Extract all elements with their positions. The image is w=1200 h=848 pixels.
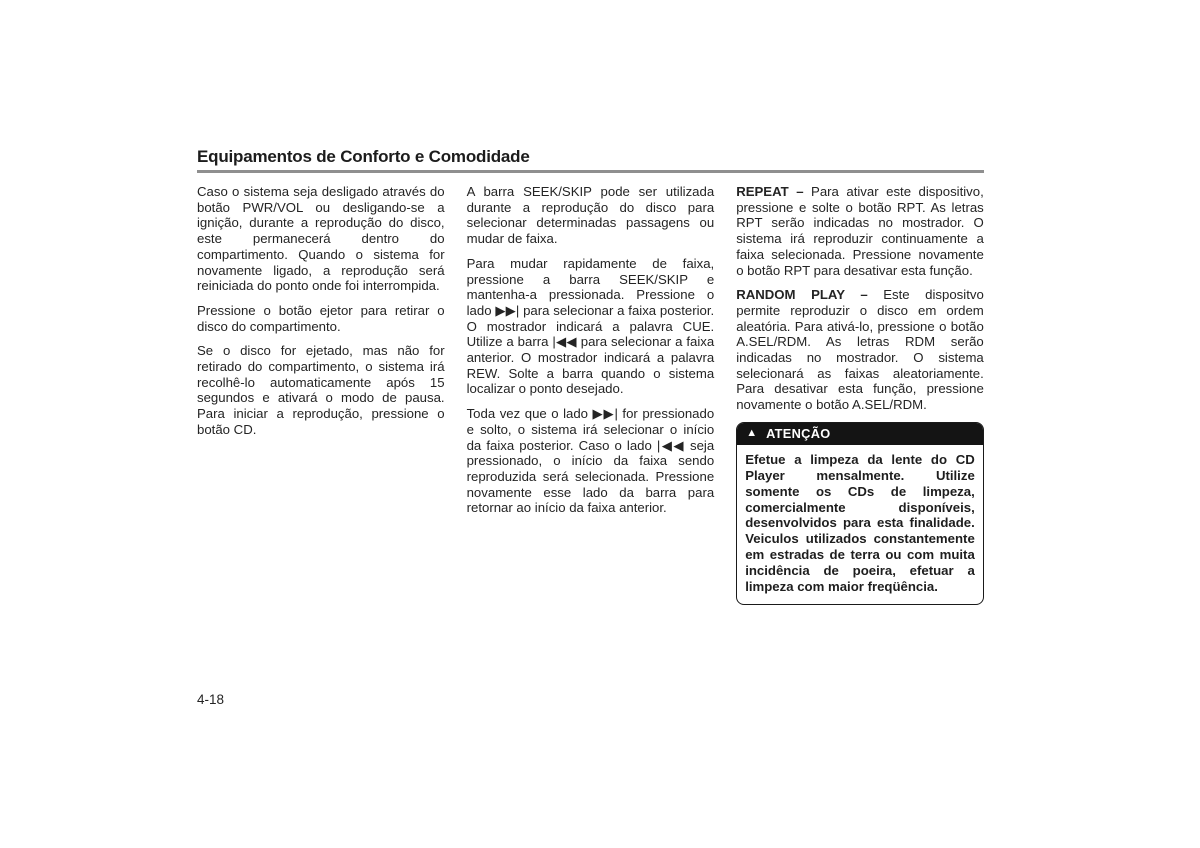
random-play-label: RANDOM PLAY – — [736, 287, 868, 303]
paragraph-seek-skip-hold: Para mudar rapidamente de faixa, pressione a barra SEEK/SKIP e mantenha-a pressionada. Pressione o lado ▶▶| para selecionar a faixa posterior. O mostrador indicará a palavra CUE. Utilize a barra |◀◀ para selecionar a faixa anterior. O mostrador indicará a palavra REW. Solte a barra quando o sistema localizar o ponto desejado. — [466, 255, 715, 397]
attention-box — [736, 422, 984, 605]
random-play-text: Este dispositvo permite reproduzir o disco em ordem aleatória. Para ativá-lo, pressione o botão A.SEL/RDM. As letras RDM serão indicadas no mostrador. O sistema selecionará as faixas aleatoriamente. Para desativar esta função, pressione novamente o botão A.SEL/RDM. — [736, 287, 984, 413]
warning-triangle-icon: ▲ — [746, 427, 758, 440]
column-3 — [736, 184, 984, 605]
paragraph-eject-button: Pressione o botão ejetor para retirar o disco do compartimento. — [197, 302, 445, 334]
paragraph-seek-skip-intro: A barra SEEK/SKIP pode ser utilizada durante a reprodução do disco para selecionar determinadas passagens ou mudar de faixa. — [466, 184, 715, 247]
text-columns — [197, 184, 984, 605]
repeat-label: REPEAT – — [736, 184, 804, 199]
page-title: Equipamentos de Conforto e Comodidade — [197, 147, 530, 166]
paragraph-repeat — [736, 184, 984, 278]
manual-page — [197, 147, 984, 605]
paragraph-seek-skip-press: Toda vez que o lado ▶▶| for pressionado e solto, o sistema irá selecionar o início da faixa posterior. Caso o lado |◀◀ seja pressionado, o início da faixa sendo reproduzida será selecionada. Pressione novamente esse lado da barra para retornar ao início da faixa anterior. — [466, 406, 715, 516]
paragraph-auto-reload: Se o disco for ejetado, mas não for retirado do compartimento, o sistema irá recolhê-lo automaticamente após 15 segundos e ativará o modo de pausa. Para iniciar a reprodução, pressione o botão CD. — [197, 343, 445, 437]
attention-header — [737, 423, 983, 445]
column-1 — [197, 184, 445, 605]
attention-body: Efetue a limpeza da lente do CD Player mensalmente. Utilize somente os CDs de limpeza, comercialmente disponíveis, desenvolvidos para esta finalidade. Veiculos utilizados constantemente em estradas de terra ou com muita incidência de poeira, efetuar a limpeza com maior freqüência. — [745, 451, 975, 595]
repeat-text: Para ativar este dispositivo, pressione e solte o botão RPT. As letras RPT serão indicadas no mostrador. O sistema irá reproduzir continuamente a faixa selecionada. Pressione novamente o botão RPT para desativar esta função. — [736, 184, 984, 278]
paragraph-random-play — [736, 287, 984, 413]
paragraph-power-off: Caso o sistema seja desligado através do botão PWR/VOL ou desligando-se a ignição, durante a reprodução do disco, este permanecerá dentro do compartimento. Quando o sistema for novamente ligado, a reprodução será reiniciada do ponto onde foi interrompida. — [197, 184, 445, 294]
attention-title: ATENÇÃO — [766, 425, 831, 441]
title-rule — [197, 170, 984, 173]
column-2 — [467, 184, 715, 605]
page-number: 4-18 — [197, 692, 225, 707]
